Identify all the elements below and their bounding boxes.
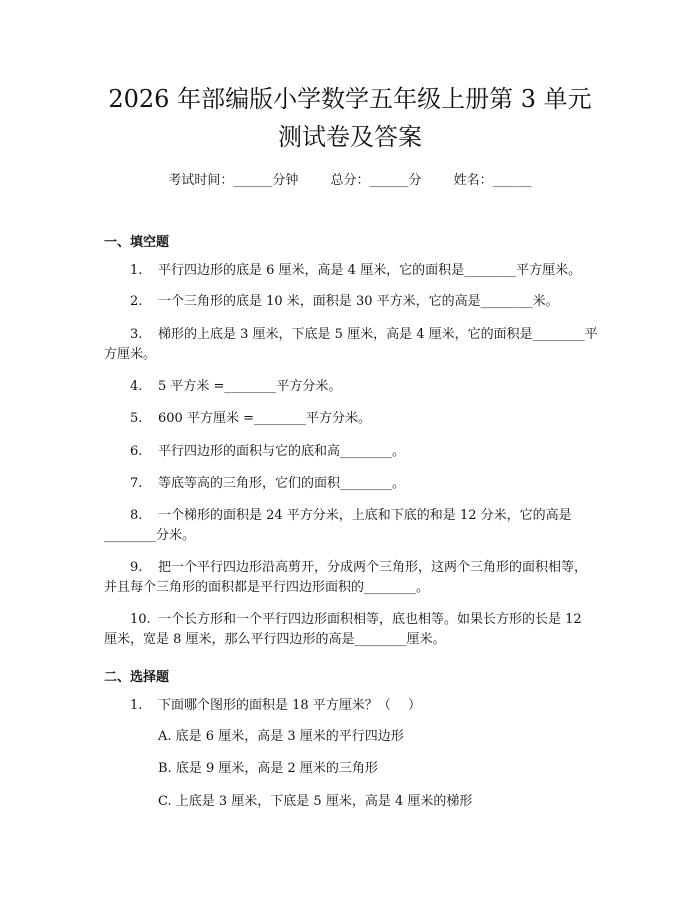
question-number: 1.: [130, 698, 143, 713]
question-text: 等底等高的三角形，它们的面积________。: [158, 476, 406, 491]
question-text: 一个梯形的面积是 24 平方分米，上底和下底的和是 12 分米，它的高是________分米。: [104, 508, 572, 543]
question: [104, 442, 598, 462]
section-heading-choice: 二、选择题: [104, 670, 170, 685]
page-title: [60, 80, 640, 156]
exam-meta: [0, 169, 700, 188]
student-name: 姓名：______: [453, 173, 532, 188]
question-number: 9.: [130, 560, 143, 575]
question: [104, 261, 598, 281]
title-line-2: 测试卷及答案: [278, 123, 422, 151]
question: [104, 325, 598, 365]
question: [104, 474, 598, 494]
question-number: 6.: [130, 444, 143, 459]
question-text: 平行四边形的底是 6 厘米，高是 4 厘米，它的面积是________平方厘米。: [158, 263, 582, 278]
question: [104, 506, 598, 546]
question-text: 一个三角形的底是 10 米，面积是 30 平方米，它的高是________米。: [158, 294, 559, 309]
section-heading-fill-in: 一、填空题: [104, 235, 170, 250]
question-number: 5.: [130, 411, 143, 426]
choice-option-c: C. 上底是 3 厘米，下底是 5 厘米，高是 4 厘米的梯形: [158, 794, 473, 809]
question-number: 2.: [130, 294, 143, 309]
question-number: 10.: [130, 612, 151, 627]
question-text: 梯形的上底是 3 厘米，下底是 5 厘米，高是 4 厘米，它的面积是________平方厘米。: [104, 327, 598, 362]
question: [104, 377, 598, 397]
title-line-1: 2026 年部编版小学数学五年级上册第 3 单元: [108, 85, 592, 113]
choice-option-a: A. 底是 6 厘米，高是 3 厘米的平行四边形: [158, 729, 404, 744]
question: [104, 558, 598, 598]
question-number: 8.: [130, 508, 143, 523]
question-text: 5 平方米 =________平方分米。: [158, 379, 342, 394]
question-number: 1.: [130, 263, 143, 278]
question-number: 4.: [130, 379, 143, 394]
total-score: 总分：______分: [330, 173, 422, 188]
question: [104, 409, 598, 429]
question-number: 7.: [130, 476, 143, 491]
question-text: 平行四边形的面积与它的底和高________。: [158, 444, 406, 459]
question-text: 下面哪个图形的面积是 18 平方厘米？（ ）: [158, 698, 421, 713]
question-text: 把一个平行四边形沿高剪开，分成两个三角形，这两个三角形的面积相等，并且每个三角形的面积都是平行四边形面积的________。: [104, 560, 588, 595]
question: [104, 696, 598, 716]
question: [104, 610, 598, 650]
question: [104, 292, 598, 312]
question-number: 3.: [130, 327, 143, 342]
question-text: 一个长方形和一个平行四边形面积相等，底也相等。如果长方形的长是 12 厘米，宽是 8 厘米，那么平行四边形的高是________厘米。: [104, 612, 586, 647]
choice-option-b: B. 底是 9 厘米，高是 2 厘米的三角形: [158, 761, 378, 776]
question-text: 600 平方厘米 =________平方分米。: [158, 411, 371, 426]
exam-time: 考试时间：______分钟: [168, 173, 299, 188]
